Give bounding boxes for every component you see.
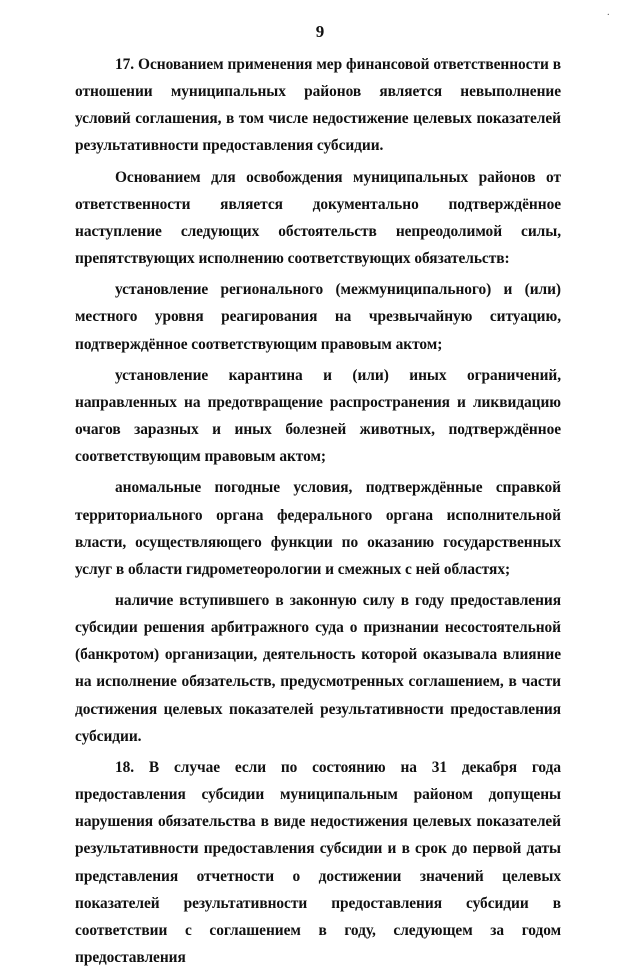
paragraph-weather: аномальные погодные условия, подтверждённые справкой территориального органа федерального органа исполнительной власти, осуществляющего функции по оказанию государственных услуг в области гидрометеорологии и смежных с ней областях; [75, 479, 561, 578]
paragraph-18: 18. В случае если по состоянию на 31 декабря года предоставления субсидии муниципальным районом допущены нарушения обязательства в виде недостижения целевых показателей результативности предоставления субсидии и в срок до первой даты представления отчетности о достижении значений целевых показателей результативности предоставления субсидии в соответствии с соглашением в году, следующем за годом предоставления [75, 758, 561, 966]
paragraph-bankruptcy: наличие вступившего в законную силу в году предоставления субсидии решения арбитражного суда о признании несостоятельной (банкротом) организации, деятельность которой оказывала влияние на исполнение обязательств, предусмотренных соглашением, в части достижения целевых показателей результативности предоставления субсидии. [75, 591, 561, 745]
scan-mark: · [606, 10, 610, 21]
page-number: 9 [315, 22, 325, 41]
paragraph-17: 17. Основанием применения мер финансовой ответственности в отношении муниципальных районов является невыполнение условий соглашения, в том числе недостижение целевых показателей результативности предоставления субсидии. [75, 56, 561, 155]
paragraph-quarantine: установление карантина и (или) иных ограничений, направленных на предотвращение распространения и ликвидацию очагов заразных и иных болезней животных, подтверждённое соответствующим правовым актом; [75, 366, 561, 466]
paragraph-force-majeure-basis: Основанием для освобождения муниципальных районов от ответственности является документально подтверждённое наступление следующих обстоятельств непреодолимой силы, препятствующих исполнению соответствующих обязательств: [75, 168, 561, 268]
document-body [75, 51, 561, 971]
paragraph-emergency-response: установление регионального (межмуниципального) и (или) местного уровня реагирования на чрезвычайную ситуацию, подтверждённое соответствующим правовым актом; [75, 281, 561, 353]
